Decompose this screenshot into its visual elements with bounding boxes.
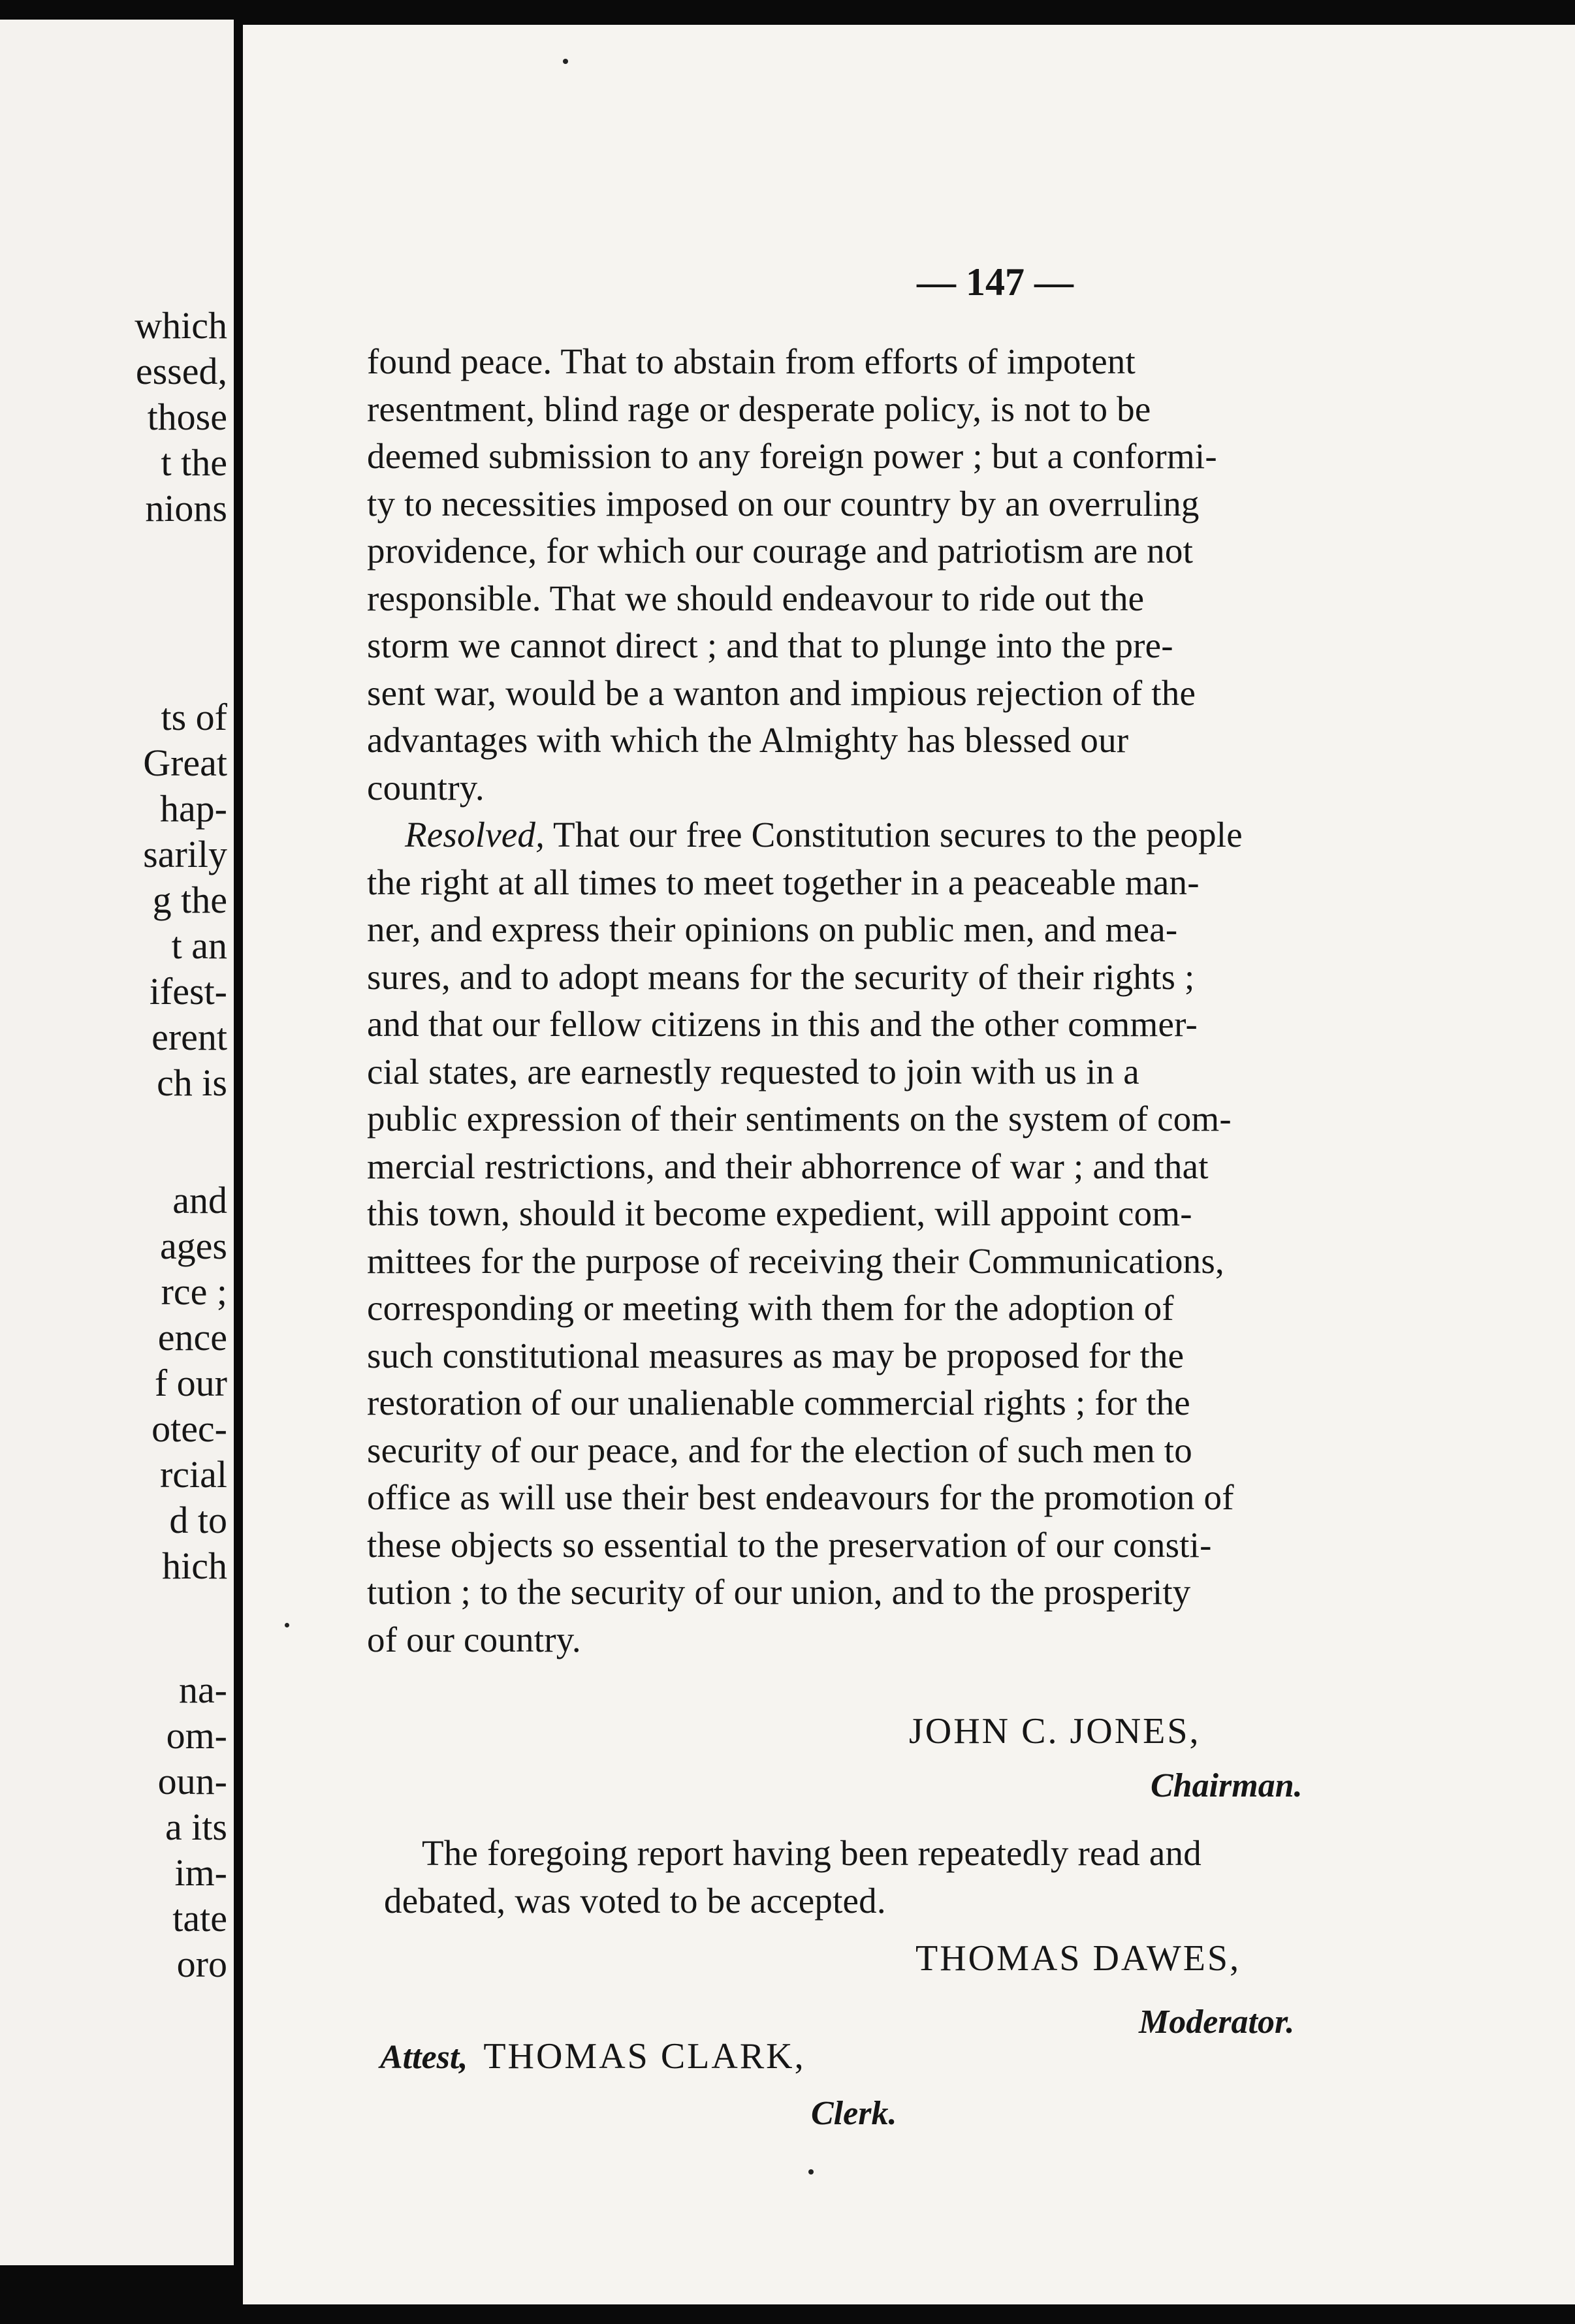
chairman-name: JOHN C. JONES, — [909, 1711, 1201, 1751]
text-line: resentment, blind rage or desperate policy, is not to be — [367, 388, 1151, 429]
previous-page-line: tate — [172, 1897, 227, 1939]
text-line: these objects so essential to the preservation of our consti- — [367, 1524, 1212, 1565]
text-line: responsible. That we should endeavour to ride out the — [367, 578, 1145, 618]
text-line: advantages with which the Almighty has blessed our — [367, 720, 1129, 760]
previous-page-line: ence — [157, 1316, 227, 1358]
text-line: mittees for the purpose of receiving their Communications, — [367, 1240, 1224, 1281]
text-line: debated, was voted to be accepted. — [384, 1880, 886, 1921]
text-line: ty to necessities imposed on our country by an overruling — [367, 483, 1200, 524]
previous-page-line: nions — [145, 487, 227, 529]
text-line: storm we cannot direct ; and that to plunge into the pre- — [367, 625, 1173, 665]
previous-page-line: hich — [162, 1545, 227, 1587]
text-line: sures, and to adopt means for the security of their rights ; — [367, 956, 1195, 997]
previous-page-line: a its — [165, 1806, 227, 1848]
attest-label: Attest, — [380, 2039, 468, 2076]
text-line: found peace. That to abstain from efforts of impotent — [367, 341, 1136, 381]
clerk-name: THOMAS CLARK, — [483, 2036, 806, 2077]
previous-page-line: ts of — [161, 696, 227, 738]
text-line: cial states, are earnestly requested to join with us in a — [367, 1051, 1139, 1091]
previous-page-line: essed, — [135, 350, 227, 392]
text-line: and that our fellow citizens in this and the other commer- — [367, 1004, 1198, 1044]
previous-page-line: na- — [178, 1669, 227, 1711]
previous-page-line: g the — [152, 879, 227, 921]
attest-line — [380, 2035, 806, 2077]
text-line: this town, should it become expedient, will appoint com- — [367, 1193, 1192, 1233]
text-line: country. — [367, 767, 485, 808]
text-line: sent war, would be a wanton and impious rejection of the — [367, 672, 1196, 713]
text-line: corresponding or meeting with them for the adoption of — [367, 1288, 1174, 1328]
previous-page-line: those — [147, 396, 227, 438]
chairman-title: Chairman. — [1151, 1767, 1303, 1804]
page-body — [367, 338, 1575, 1663]
speck — [285, 1623, 289, 1627]
speck — [808, 2169, 814, 2175]
previous-page-line: om- — [166, 1714, 227, 1757]
text-line: security of our peace, and for the election of such men to — [367, 1430, 1192, 1470]
previous-page-line: Great — [143, 742, 227, 784]
text-line: such constitutional measures as may be proposed for the — [367, 1335, 1185, 1375]
text-line: restoration of our unalienable commercial rights ; for the — [367, 1383, 1190, 1422]
previous-page-line: erent — [151, 1016, 227, 1058]
previous-page-line: and — [172, 1179, 227, 1221]
acceptance-paragraph — [384, 1830, 1575, 1924]
previous-page-line: which — [135, 304, 227, 347]
resolved-lead: Resolved, — [405, 815, 545, 855]
previous-page-line: d to — [169, 1499, 227, 1541]
previous-page-line: im- — [174, 1851, 227, 1894]
resolution-first-line-text: That our free Constitution secures to the people — [545, 815, 1243, 855]
previous-page-line: t an — [171, 924, 227, 967]
clerk-title: Clerk. — [811, 2095, 897, 2132]
text-line: deemed submission to any foreign power ; but a conformi- — [367, 436, 1217, 476]
text-line: ner, and express their opinions on public men, and mea- — [367, 909, 1178, 949]
page-number: — 147 — — [917, 260, 1074, 304]
text-line: mercial restrictions, and their abhorrence of war ; and that — [367, 1146, 1209, 1186]
text-line: providence, for which our courage and patriotism are not — [367, 531, 1194, 571]
previous-page-line: oro — [176, 1943, 227, 1985]
text-line: tution ; to the security of our union, and to the prosperity — [367, 1572, 1191, 1612]
previous-page-line: rcial — [159, 1453, 227, 1496]
resolution-lines — [367, 859, 1575, 1664]
resolution-first-line — [367, 811, 1575, 859]
previous-page-line: f our — [154, 1362, 227, 1404]
previous-page-line: ch is — [157, 1061, 227, 1104]
paragraph-continuation — [367, 338, 1575, 811]
previous-page-line: otec- — [151, 1407, 227, 1450]
previous-page-line: hap- — [159, 787, 227, 830]
moderator-title: Moderator. — [1139, 2003, 1295, 2041]
speck — [563, 59, 568, 64]
previous-page-line: ages — [159, 1225, 227, 1267]
previous-page-line: oun- — [157, 1760, 227, 1802]
text-line: the right at all times to meet together in a peaceable man- — [367, 862, 1200, 902]
text-line: of our country. — [367, 1619, 581, 1659]
previous-page-line: rce ; — [161, 1270, 227, 1313]
resolution-paragraph — [367, 811, 1575, 1663]
previous-page-line: t the — [161, 441, 227, 484]
text-line: The foregoing report having been repeatedly read and — [422, 1833, 1201, 1873]
text-line: public expression of their sentiments on the system of com- — [367, 1099, 1232, 1138]
previous-page-fragment — [0, 20, 234, 2265]
previous-page-line: ifest- — [149, 970, 227, 1013]
text-line: office as will use their best endeavours for the promotion of — [367, 1477, 1234, 1517]
previous-page-line: sarily — [143, 833, 227, 875]
page-gutter — [234, 0, 243, 2324]
document-page — [243, 25, 1575, 2304]
moderator-name: THOMAS DAWES, — [915, 1938, 1241, 1979]
